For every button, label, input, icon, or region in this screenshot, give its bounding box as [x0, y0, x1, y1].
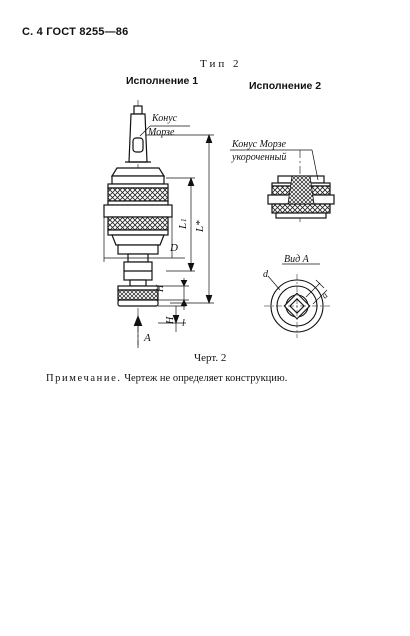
- label-L1: L: [177, 222, 189, 229]
- page-header: С. 4 ГОСТ 8255—86: [22, 26, 129, 38]
- label-H: H: [155, 284, 166, 292]
- label-morse-1: Конус: [152, 113, 178, 124]
- view-a-drawing: [264, 264, 330, 338]
- figure-caption: Черт. 2: [194, 352, 227, 364]
- label-L1-sub: 1: [180, 218, 188, 222]
- label-l: l: [182, 318, 185, 329]
- note-lead: Примечание.: [46, 373, 122, 384]
- note-paragraph: [46, 373, 287, 384]
- label-morse-short-2: укороченный: [232, 152, 287, 163]
- label-arrow-a: A: [144, 332, 151, 344]
- label-H2: H: [165, 316, 176, 324]
- label-view-a: Вид А: [284, 254, 309, 265]
- variant-2-label: Исполнение 2: [249, 80, 322, 92]
- label-morse-2: Морзе: [148, 127, 175, 138]
- label-a: a: [319, 290, 330, 301]
- label-L: L*: [194, 220, 206, 232]
- type-label: Тип 2: [200, 58, 242, 70]
- note-text: Чертеж не определяет конструкцию.: [121, 373, 288, 384]
- label-morse-short-1: Конус Морзе: [232, 139, 286, 150]
- variant-1-label: Исполнение 1: [126, 75, 199, 87]
- label-d: d: [263, 269, 268, 280]
- label-D: D: [170, 242, 178, 254]
